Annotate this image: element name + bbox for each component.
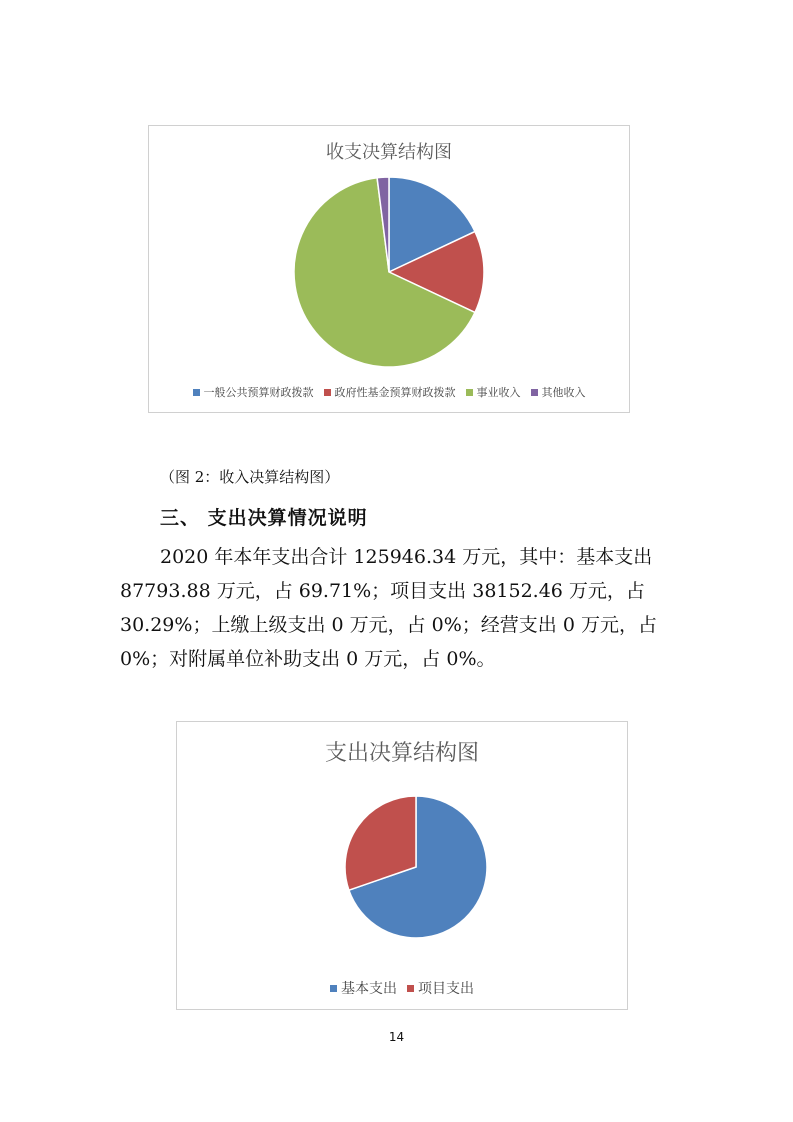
legend-label: 项目支出 bbox=[418, 981, 474, 997]
chart-title: 收支决算结构图 bbox=[326, 142, 452, 163]
legend-swatch bbox=[407, 985, 414, 992]
legend-item bbox=[330, 978, 397, 998]
legend-item bbox=[324, 384, 456, 400]
paragraph-line: 2020 年本年支出合计 125946.34 万元，其中：基本支出 bbox=[160, 546, 653, 568]
legend-item bbox=[531, 384, 586, 400]
legend-swatch bbox=[531, 389, 538, 396]
figure-caption: （图 2：收入决算结构图） bbox=[160, 468, 340, 486]
expenditure-pie bbox=[177, 722, 627, 1009]
section-heading: 三、 支出决算情况说明 bbox=[160, 507, 368, 529]
income-structure-chart bbox=[148, 125, 630, 413]
legend-item bbox=[466, 384, 521, 400]
expenditure-legend bbox=[177, 978, 627, 998]
paragraph-line: 30.29%；上缴上级支出 0 万元，占 0%；经营支出 0 万元，占 bbox=[120, 614, 657, 636]
chart-title: 支出决算结构图 bbox=[324, 741, 479, 766]
page-number: 14 bbox=[388, 1030, 405, 1044]
expenditure-structure-chart bbox=[176, 721, 628, 1010]
legend-swatch bbox=[466, 389, 473, 396]
legend-swatch bbox=[324, 389, 331, 396]
legend-swatch bbox=[193, 389, 200, 396]
paragraph-line: 0%；对附属单位补助支出 0 万元，占 0%。 bbox=[120, 648, 496, 670]
legend-swatch bbox=[330, 985, 337, 992]
legend-label: 基本支出 bbox=[341, 981, 397, 997]
legend-item bbox=[407, 978, 474, 998]
legend-label: 其他收入 bbox=[541, 386, 586, 399]
income-pie bbox=[149, 126, 629, 412]
paragraph-line: 87793.88 万元，占 69.71%；项目支出 38152.46 万元，占 bbox=[120, 580, 645, 602]
income-legend bbox=[149, 384, 629, 400]
legend-label: 一般公共预算财政拨款 bbox=[203, 386, 314, 399]
legend-label: 政府性基金预算财政拨款 bbox=[334, 386, 456, 399]
legend-label: 事业收入 bbox=[476, 386, 521, 399]
legend-item bbox=[193, 384, 314, 400]
